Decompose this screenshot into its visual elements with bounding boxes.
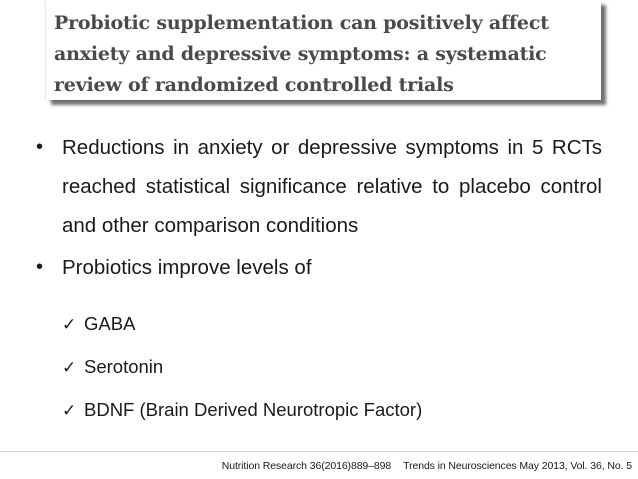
footer-reference: Nutrition Research 36(2016)889–898 xyxy=(221,460,392,472)
sub-item-text: Serotonin xyxy=(84,356,164,377)
sub-item xyxy=(62,388,422,431)
bullet-item xyxy=(36,248,602,287)
footer-reference: Trends in Neurosciences May 2013, Vol. 36, No. 5 xyxy=(403,460,632,472)
footer-divider xyxy=(0,451,638,452)
sub-item-list xyxy=(62,302,422,431)
bullet-list xyxy=(36,128,602,287)
footer-references xyxy=(222,460,632,472)
sub-item xyxy=(62,345,422,388)
title-box xyxy=(46,0,601,100)
checkmark-icon: ✓ xyxy=(62,401,77,420)
bullet-icon: • xyxy=(36,136,44,158)
bullet-text: Reductions in anxiety or depressive symptoms in 5 RCTs reached statistical significance relative to placebo control and other comparison conditions xyxy=(62,136,602,237)
sub-item xyxy=(62,302,422,345)
bullet-item xyxy=(36,128,602,245)
sub-item-text: GABA xyxy=(84,313,136,334)
sub-item-text: BDNF (Brain Derived Neurotropic Factor) xyxy=(84,399,423,420)
bullet-icon: • xyxy=(36,256,44,278)
paper-title: Probiotic supplementation can positively affect anxiety and depressive symptoms: a systematic review of randomized controlled trials xyxy=(54,12,549,96)
bullet-text: Probiotics improve levels of xyxy=(62,256,312,279)
checkmark-icon: ✓ xyxy=(62,358,77,377)
checkmark-icon: ✓ xyxy=(62,315,77,334)
